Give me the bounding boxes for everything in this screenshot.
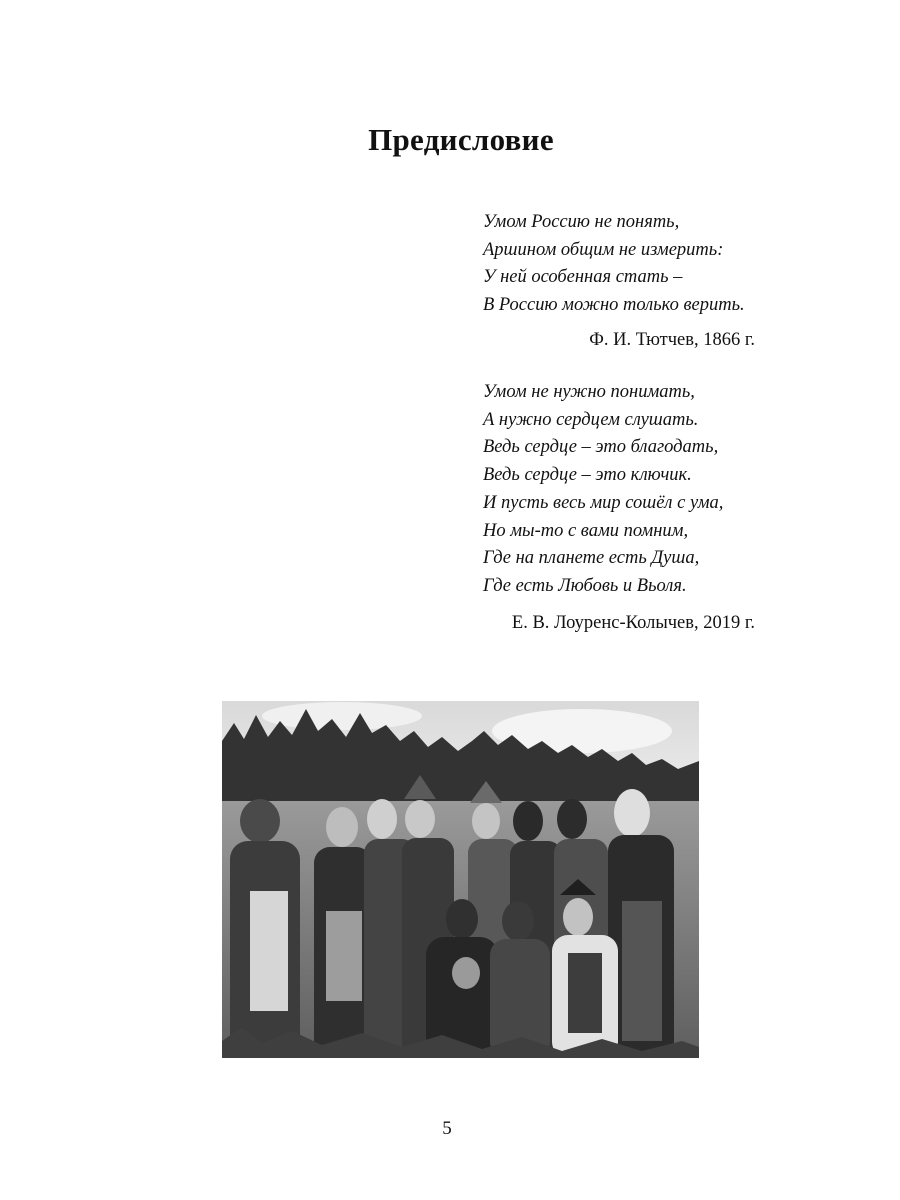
- poem-line: В Россию можно только верить.: [483, 295, 745, 316]
- people-front-row: [426, 879, 618, 1058]
- cloud: [262, 702, 422, 730]
- group-photo: [222, 701, 699, 1058]
- poem-line: Умом Россию не понять,: [483, 212, 680, 232]
- poem-line: Ведь сердце – это ключик.: [483, 465, 692, 486]
- page-number: 5: [442, 1118, 452, 1139]
- page-title: Предисловие: [368, 122, 554, 157]
- poem-line: И пусть весь мир сошёл с ума,: [483, 492, 724, 513]
- poem-attribution-lawrence: Е. В. Лоуренс-Колычев, 2019 г.: [511, 613, 755, 633]
- poem-line: Ведь сердце – это благодать,: [483, 437, 719, 458]
- poem-line: Где на планете есть Душа,: [483, 548, 700, 569]
- epigraph-poem-lawrence: [483, 379, 723, 601]
- poem-attribution-tyutchev: Ф. И. Тютчев, 1866 г.: [589, 330, 755, 350]
- poem-line: А нужно сердцем слушать.: [483, 409, 699, 430]
- poem-line: Умом не нужно понимать,: [483, 382, 695, 402]
- epigraph-poem-tyutchev: [483, 209, 745, 320]
- poem-line: У ней особенная стать –: [483, 267, 683, 288]
- poem-line: Аршином общим не измерить:: [483, 239, 724, 260]
- poem-line: Но мы-то с вами помним,: [483, 520, 689, 541]
- poem-line: Где есть Любовь и Вьоля.: [483, 575, 687, 596]
